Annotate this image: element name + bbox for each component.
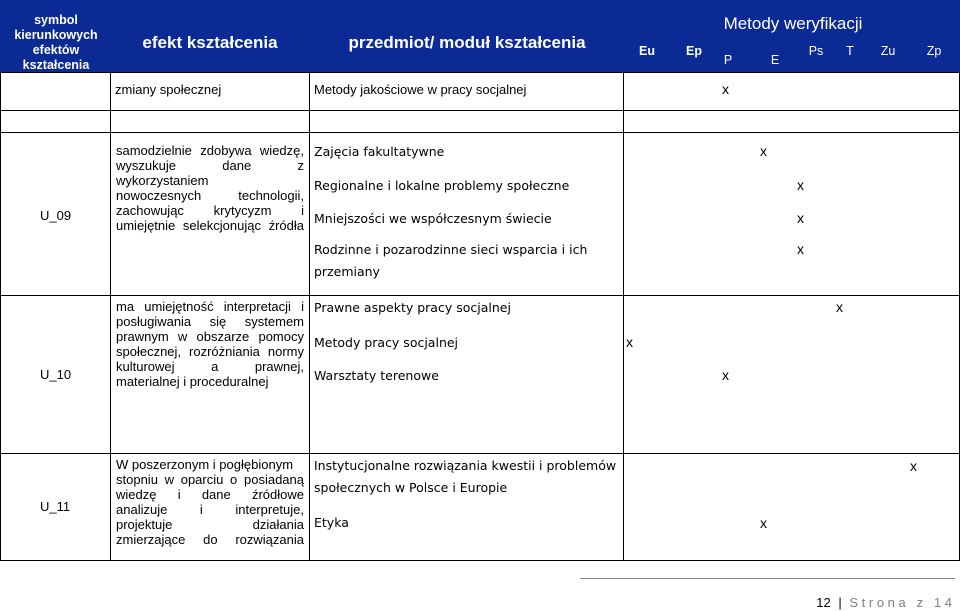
u09-subject: Mniejszości we współczesnym świecie xyxy=(314,211,552,226)
u09-effect xyxy=(116,143,304,233)
effect-line: zachowując krytycyzm i xyxy=(116,203,304,218)
grid-line xyxy=(0,560,960,561)
page-footer xyxy=(816,595,952,610)
u10-subject: Warsztaty terenowe xyxy=(314,368,439,383)
effect-line: ma umiejętność interpretacji i xyxy=(116,299,304,314)
effect-line: kulturowej a prawnej, xyxy=(116,359,304,374)
grid-line xyxy=(623,72,624,561)
u11-effect xyxy=(116,457,304,547)
effect-line: stopniu w oparciu o posiadaną xyxy=(116,472,304,487)
u10-mark: x xyxy=(722,367,729,383)
header-ep: Ep xyxy=(686,44,702,58)
footer-separator: | xyxy=(838,595,842,610)
page-number: 12 xyxy=(816,595,831,610)
u09-mark: x xyxy=(797,177,804,193)
u09-subject: Zajęcia fakultatywne xyxy=(314,144,445,159)
u09-mark: x xyxy=(797,210,804,226)
grid-line xyxy=(0,132,960,133)
u09-symbol: U_09 xyxy=(40,208,72,223)
header-zu: Zu xyxy=(880,44,896,58)
header-eu: Eu xyxy=(639,44,655,58)
header-symbol-line: kształcenia xyxy=(22,58,90,72)
effect-line: materialnej i proceduralnej xyxy=(116,374,269,389)
u10-mark: x xyxy=(626,334,633,350)
effect-line: prawnym w obszarze pomocy xyxy=(116,329,304,344)
grid-line xyxy=(0,453,960,454)
u10-mark: x xyxy=(836,299,843,315)
effect-line: projektuje działania xyxy=(116,517,304,532)
effect-line: nowoczesnych technologii, xyxy=(116,188,304,203)
u11-subject: Etyka xyxy=(314,515,349,530)
grid-line xyxy=(0,110,960,111)
header-t: T xyxy=(846,44,854,58)
effect-line: umiejętnie selekcjonując źródła xyxy=(116,218,304,233)
header-methods: Metody weryfikacji xyxy=(723,14,863,33)
effect-line: analizuje i interpretuje, xyxy=(116,502,304,517)
u10-effect xyxy=(116,299,304,389)
u11-symbol: U_11 xyxy=(40,499,71,514)
u09-subject: Regionalne i lokalne problemy społeczne xyxy=(314,178,570,193)
header-symbol-line: kierunkowych xyxy=(14,28,98,42)
effect-line: W poszerzonym i pogłębionym xyxy=(116,457,294,472)
effect-line: samodzielnie zdobywa wiedzę, xyxy=(116,143,304,158)
header-subject: przedmiot/ moduł kształcenia xyxy=(348,33,586,52)
row0-effect: zmiany społecznej xyxy=(115,82,222,97)
u09-subject: przemiany xyxy=(314,264,380,279)
u10-subject: Prawne aspekty pracy socjalnej xyxy=(314,300,511,315)
u11-mark: x xyxy=(910,458,917,474)
header-e: E xyxy=(770,53,780,67)
effect-line: zmierzające do rozwiązania xyxy=(116,532,304,547)
grid-line xyxy=(309,72,310,561)
effect-line: wykorzystaniem xyxy=(116,173,209,188)
header-symbol-line: symbol xyxy=(34,13,78,27)
u11-mark: x xyxy=(760,515,767,531)
effect-line: wiedzę i dane źródłowe xyxy=(116,487,304,502)
u09-mark: x xyxy=(797,241,804,257)
u10-symbol: U_10 xyxy=(40,367,72,382)
header-symbol xyxy=(4,13,108,73)
header-symbol-line: efektów xyxy=(32,43,80,57)
row0-mark: x xyxy=(722,81,729,97)
header-p: P xyxy=(723,53,733,67)
u09-mark: x xyxy=(760,143,767,159)
footer-rule xyxy=(580,578,955,579)
effect-line: wyszukuje dane z xyxy=(116,158,304,173)
effect-line: posługiwania się systemem xyxy=(116,314,304,329)
u10-subject: Metody pracy socjalnej xyxy=(314,335,459,350)
grid-line xyxy=(0,72,960,73)
page-label: S t r o n a z 1 4 xyxy=(849,595,952,610)
header-zp: Zp xyxy=(926,44,942,58)
u11-subject: społecznych w Polsce i Europie xyxy=(314,480,508,495)
row0-subject: Metody jakościowe w pracy socjalnej xyxy=(314,82,527,97)
header-ps: Ps xyxy=(808,44,824,58)
grid-line xyxy=(110,72,111,561)
grid-line xyxy=(0,72,1,561)
u09-subject: Rodzinne i pozarodzinne sieci wsparcia i ich xyxy=(314,242,588,257)
grid-line xyxy=(0,295,960,296)
header-effect: efekt kształcenia xyxy=(142,33,278,52)
u11-subject: Instytucjonalne rozwiązania kwestii i problemów xyxy=(314,458,617,473)
effect-line: społecznej, rozróżniania normy xyxy=(116,344,304,359)
